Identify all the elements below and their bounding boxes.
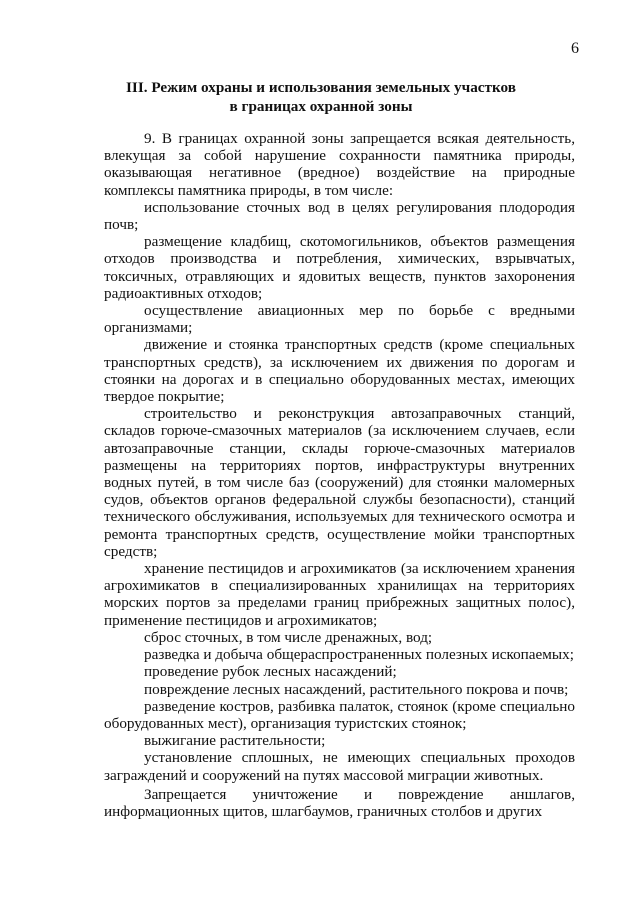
section-title-line-1: III. Режим охраны и использования земельных участков [126,79,516,96]
paragraph: сброс сточных, в том числе дренажных, вод; [144,628,433,646]
paragraph: выжигание растительности; [144,732,326,750]
paragraph: Запрещается уничтожение и повреждение аншлагов, информационных щитов, шлагбаумов, граничных столбов и других [104,785,575,820]
paragraph: хранение пестицидов и агрохимикатов (за исключением хранения агрохимикатов в специализированных хранилищах на территориях морских портов за пределами границ прибрежных защитных полос), применение пестицидов и агрохимикатов; [104,560,575,629]
section-title [102,78,540,116]
paragraph: повреждение лесных насаждений, растительного покрова и почв; [144,680,569,698]
paragraph: проведение рубок лесных насаждений; [144,663,397,681]
paragraph: разведение костров, разбивка палаток, стоянок (кроме специально оборудованных мест), организация туристских стоянок; [104,697,575,732]
paragraph: строительство и реконструкция автозаправочных станций, складов горюче-смазочных материалов (за исключением случаев, если автозаправочные станции, склады горюче-смазочных материалов размещены на территориях портов, инфраструктуры внутренних водных путей, в том числе баз (сооружений) для стоянки маломерных судов, объектов органов федеральной службы безопасности), станций технического обслуживания, используемых для технического осмотра и ремонта транспортных средств, осуществление мойки транспортных средств; [104,405,575,560]
paragraph: разведка и добыча общераспространенных полезных ископаемых; [144,646,574,664]
paragraph: 9. В границах охранной зоны запрещается всякая деятельность, влекущая за собой нарушение сохранности памятника природы, оказывающая негативное (вредное) воздействие на природные комплексы памятника природы, в том числе: [104,130,575,199]
paragraph: размещение кладбищ, скотомогильников, объектов размещения отходов производства и потребления, химических, взрывчатых, токсичных, отравляющих и ядовитых веществ, пунктов захоронения радиоактивных отходов; [104,233,575,302]
paragraph: использование сточных вод в целях регулирования плодородия почв; [104,198,575,234]
section-title-line-2: в границах охранной зоны [229,98,413,115]
page-number: 6 [571,40,579,57]
paragraph: установление сплошных, не имеющих специальных проходов заграждений и сооружений на путях массовой миграции животных. [104,749,575,784]
paragraph: движение и стоянка транспортных средств (кроме специальных транспортных средств), за исключением их движения по дорогам и стоянки на дорогах и в специально оборудованных местах, имеющих твердое покрытие; [104,336,575,406]
document-body [104,130,575,820]
paragraph: осуществление авиационных мер по борьбе с вредными организмами; [104,302,575,337]
